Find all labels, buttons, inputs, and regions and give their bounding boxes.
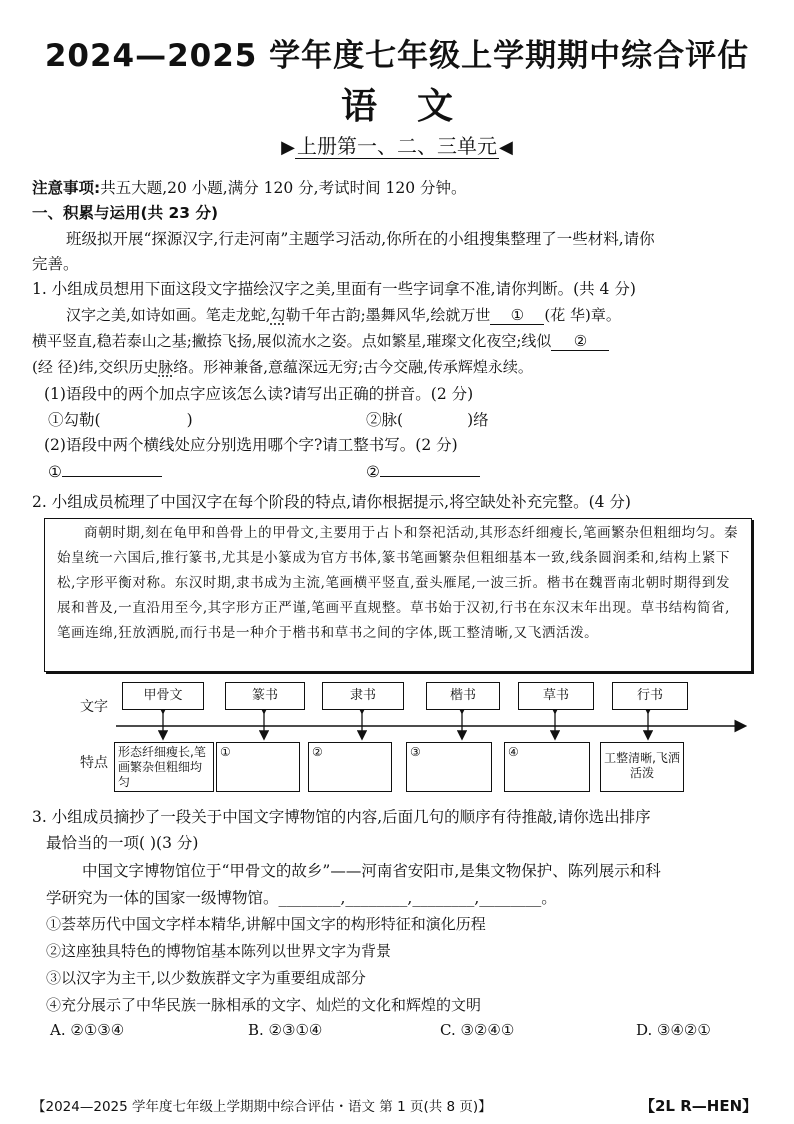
q3-option-d[interactable]: D. ③④②①: [636, 1021, 711, 1039]
q1-option-1: (花 华): [544, 306, 591, 324]
q1-passage-line1: [66, 304, 621, 325]
q1-stem: 1. 小组成员想用下面这段文字描绘汉字之美,里面有一些字词拿不准,请你判断。(共 4 分): [32, 280, 636, 298]
q1-passage-line2: [32, 330, 609, 351]
section-intro-line1: 班级拟开展“探源汉字,行走河南”主题学习活动,你所在的小组搜集整理了一些材料,请你: [66, 230, 655, 248]
q1-blank-2[interactable]: ②: [551, 332, 609, 351]
exam-title: 2024—2025 学年度七年级上学期期中综合评估: [44, 38, 750, 74]
feature-box-oracle: 形态纤细瘦长,笔画繁杂但粗细均匀: [114, 742, 214, 792]
q3-passage-line2: 学研究为一体的国家一级博物馆。________,________,________,________。: [46, 889, 557, 907]
notice: [32, 176, 467, 198]
q1-sub2: (2)语段中两个横线处应分别选用哪个字?请工整书写。(2 分): [44, 436, 458, 454]
q1-text: 络。形神兼备,意蕴深远无穷;古今交融,传承辉煌永续。: [173, 358, 533, 376]
q3-stem-line2: 最恰当的一项( )(3 分): [46, 834, 199, 852]
q1-sub1: (1)语段中的两个加点字应该怎么读?请写出正确的拼音。(2 分): [44, 385, 474, 403]
feature-box-2[interactable]: ②: [308, 742, 392, 792]
q1-sub1-answer-b: [366, 408, 489, 430]
q1-sub2-answer-1: [48, 460, 162, 481]
right-triangle-icon: ▶: [281, 137, 295, 158]
left-triangle-icon: ◀: [499, 137, 513, 158]
q1-sub1-a-close: ): [186, 411, 193, 429]
q1-text: 横平竖直,稳若泰山之基;撇捺飞扬,展似流水之姿。点如繁星,璀璨文化夜空;线似: [32, 332, 552, 350]
q3-option-b[interactable]: B. ②③①④: [248, 1021, 323, 1039]
q1-sub1-b-tail: )络: [467, 411, 489, 429]
unit-scope-banner: [0, 130, 794, 159]
feature-box-3[interactable]: ③: [406, 742, 492, 792]
q3-item-2: ②这座独具特色的博物馆基本陈列以世界文字为背景: [46, 942, 392, 960]
q1-sub1-b-label: ②脉(: [366, 411, 404, 429]
notice-text: 共五大题,20 小题,满分 120 分,考试时间 120 分钟。: [100, 179, 467, 197]
q3-item-1: ①荟萃历代中国文字样本精华,讲解中国文字的构形特征和演化历程: [46, 915, 486, 933]
row-label-feature: 特点: [80, 755, 108, 771]
q3-passage-line1: 中国文字博物馆位于“甲骨文的故乡”——河南省安阳市,是集文物保护、陈列展示和科: [82, 862, 661, 880]
dotted-char-mai: 脉: [158, 358, 174, 376]
section-intro-line2: 完善。: [32, 255, 79, 273]
q3-item-4: ④充分展示了中华民族一脉相承的文字、灿烂的文化和辉煌的文明: [46, 996, 482, 1014]
q1-text: 汉字之美,如诗如画。笔走龙蛇,: [66, 306, 271, 324]
q1-text: (经 径)纬,交织历史: [32, 358, 159, 376]
q1-sub2-input-1[interactable]: [62, 460, 162, 477]
script-box-oracle: 甲骨文: [122, 682, 204, 710]
feature-box-4[interactable]: ④: [504, 742, 590, 792]
q1-text: 章。: [590, 306, 621, 324]
q3-stem-line1: 3. 小组成员摘抄了一段关于中国文字博物馆的内容,后面几句的顺序有待推敲,请你选出排序: [32, 808, 651, 826]
script-box-seal: 篆书: [225, 682, 305, 710]
q2-stem: 2. 小组成员梳理了中国汉字在每个阶段的特点,请你根据提示,将空缺处补充完整。(4 分): [32, 493, 631, 511]
q3-option-a[interactable]: A. ②①③④: [50, 1021, 125, 1039]
script-timeline: [0, 678, 794, 798]
section-heading: 一、积累与运用(共 23 分): [32, 204, 219, 222]
q1-sub2-label-2: ②: [366, 463, 380, 481]
q1-sub2-answer-2: [366, 460, 480, 481]
q1-text: 勒千年古韵;墨舞风华,绘就万世: [285, 306, 491, 324]
feature-box-running: 工整清晰,飞洒活泼: [600, 742, 684, 792]
subject-title: 语文: [340, 85, 493, 127]
q1-sub2-label-1: ①: [48, 463, 62, 481]
notice-label: 注意事项:: [32, 179, 101, 197]
script-box-clerical: 隶书: [322, 682, 404, 710]
unit-scope-text: 上册第一、二、三单元: [297, 134, 497, 158]
q1-sub1-a-label: ①勾勒(: [48, 411, 101, 429]
q1-passage-line3: [32, 356, 533, 377]
q1-blank-1[interactable]: ①: [490, 306, 544, 325]
q2-passage-box: [44, 518, 752, 672]
script-box-regular: 楷书: [426, 682, 500, 710]
footer-page-info: 【2024—2025 学年度七年级上学期期中综合评估・语文 第 1 页(共 8 页)】: [32, 1099, 492, 1115]
q3-item-3: ③以汉字为主干,以少数族群文字为重要组成部分: [46, 969, 366, 987]
row-label-script: 文字: [80, 699, 108, 715]
dotted-char-gou: 勾: [270, 306, 286, 324]
script-box-cursive: 草书: [518, 682, 594, 710]
q1-sub1-answer-a: [48, 408, 193, 430]
q3-option-c[interactable]: C. ③②④①: [440, 1021, 515, 1039]
q1-sub2-input-2[interactable]: [380, 460, 480, 477]
q2-passage-text: 商朝时期,刻在龟甲和兽骨上的甲骨文,主要用于占卜和祭祀活动,其形态纤细瘦长,笔画繁杂但粗细均匀。秦始皇统一六国后,推行篆书,尤其是小篆成为官方书体,篆书笔画繁杂但粗细基本一致,线条圆润柔和,结构上紧下松,字形平衡对称。东汉时期,隶书成为主流,笔画横平竖直,蚕头雁尾,一波三折。楷书在魏晋南北朝时期得到发展和普及,一直沿用至今,其字形方正严谨,笔画平直规整。草书始于汉初,行书在东汉末年出现。草书结构简省,笔画连绵,狂放洒脱,而行书是一种介于楷书和草书之间的字体,既工整清晰,又飞洒活泼。: [57, 525, 739, 641]
script-box-running: 行书: [612, 682, 688, 710]
footer-code: 【2L R—HEN】: [640, 1097, 758, 1115]
feature-box-1[interactable]: ①: [216, 742, 300, 792]
